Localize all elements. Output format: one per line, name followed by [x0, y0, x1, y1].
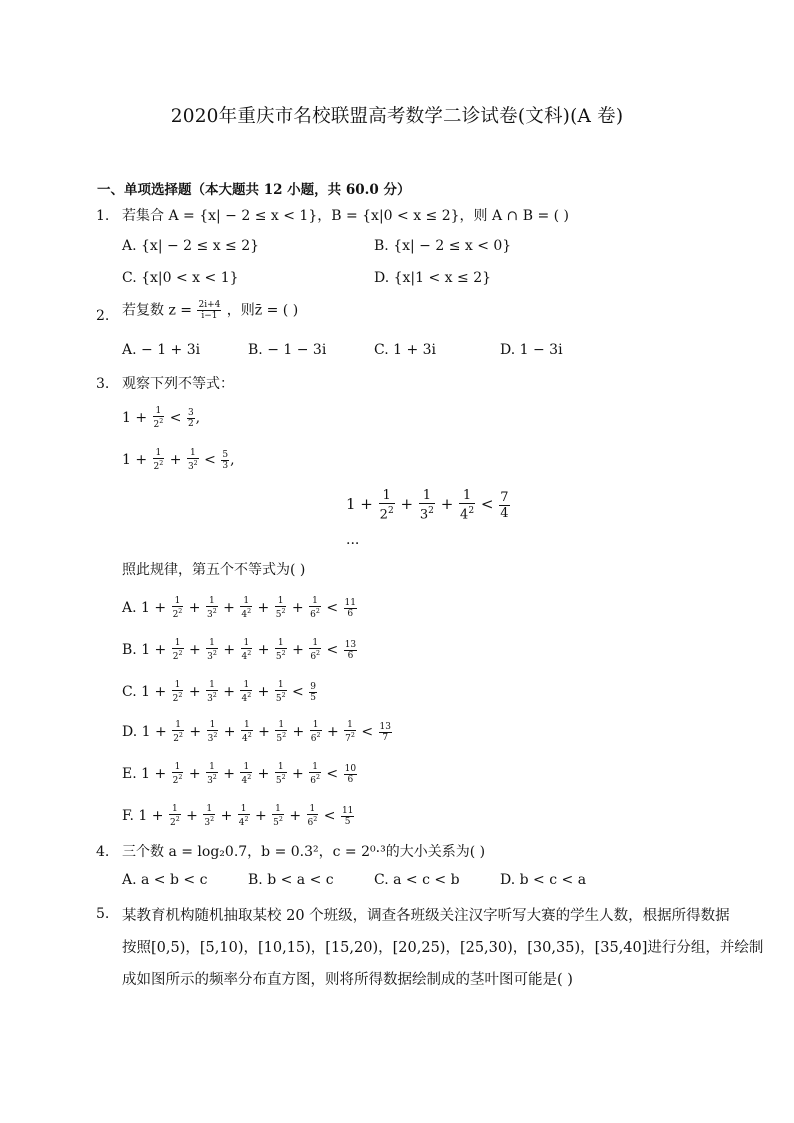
q2-fraction — [197, 300, 221, 321]
q3-option-f[interactable]: F. 1 + $\frac{1}{2^2}$ + $\frac{1}{3^2}$ + $\frac{1}{4^2}$ + $\frac{1}{5^2}$ + $\frac{1}{6^2}$ < $\frac{11}{5}$ — [122, 804, 354, 828]
q2-option-d[interactable]: D. 1 − 3i — [500, 342, 563, 358]
q5-number: 5. — [96, 906, 110, 922]
q2-frac-den: i−1 — [201, 311, 218, 321]
q2-stem — [122, 300, 298, 321]
q3-option-b[interactable]: B. 1 + $\frac{1}{2^2}$ + $\frac{1}{3^2}$ + $\frac{1}{4^2}$ + $\frac{1}{5^2}$ + $\frac{1}{6^2}$ < $\frac{13}{6}$ — [122, 638, 357, 662]
q2-option-b[interactable]: B. − 1 − 3i — [248, 342, 327, 358]
q3-option-d[interactable]: D. 1 + $\frac{1}{2^2}$ + $\frac{1}{3^2}$ + $\frac{1}{4^2}$ + $\frac{1}{5^2}$ + $\frac{1}{6^2}$ + $\frac{1}{7^2}$ < $\frac{13}{7}$ — [122, 720, 391, 744]
q3-ellipsis: ... — [346, 532, 360, 548]
q3-number: 3. — [96, 376, 110, 392]
q3-inequality-2: 1 + $\frac{1}{2^2}$ + $\frac{1}{3^2}$ < $\frac{5}{3}$ , — [122, 448, 235, 472]
q2-option-c[interactable]: C. 1 + 3i — [374, 342, 437, 358]
q3-ask: 照此规律，第五个不等式为( ) — [122, 562, 306, 578]
page-title: 2020年重庆市名校联盟高考数学二诊试卷(文科)(A 卷) — [170, 106, 624, 127]
q3-inequality-1: 1 + $\frac{1}{2^2}$ < $\frac{3}{2}$ , — [122, 406, 201, 430]
q3-option-c[interactable]: C. 1 + $\frac{1}{2^2}$ + $\frac{1}{3^2}$ + $\frac{1}{4^2}$ + $\frac{1}{5^2}$ < $\frac{9}{5}$ — [122, 680, 316, 704]
q2-stem-post: ，则z̄ = ( ) — [226, 302, 299, 319]
q1-stem: 若集合 A = {x| − 2 ≤ x < 1}，B = {x|0 < x ≤ 2}，则 A ∩ B = ( ) — [122, 208, 570, 224]
q3-inequality-3: 1 + $\frac{1}{2^2}$ + $\frac{1}{3^2}$ + $\frac{1}{4^2}$ < $\frac{7}{4}$ — [346, 488, 509, 523]
q2-number: 2. — [96, 308, 110, 324]
section-heading: 一、单项选择题（本大题共 12 小题，共 60.0 分） — [97, 182, 411, 198]
q4-option-a[interactable]: A. a < b < c — [122, 872, 208, 888]
q1-option-d[interactable]: D. {x|1 < x ≤ 2} — [374, 270, 492, 286]
q5-line-2: 按照[0,5)，[5,10)，[10,15)，[15,20)，[20,25)，[25,30)，[30,35)，[35,40]进行分组，并绘制 — [122, 940, 764, 956]
q3-stem: 观察下列不等式： — [122, 376, 234, 392]
q3-option-e[interactable]: E. 1 + $\frac{1}{2^2}$ + $\frac{1}{3^2}$ + $\frac{1}{4^2}$ + $\frac{1}{5^2}$ + $\frac{1}{6^2}$ < $\frac{10}{6}$ — [122, 762, 357, 786]
q3-option-a[interactable]: A. 1 + $\frac{1}{2^2}$ + $\frac{1}{3^2}$ + $\frac{1}{4^2}$ + $\frac{1}{5^2}$ + $\frac{1}{6^2}$ < $\frac{11}{6}$ — [122, 596, 356, 620]
q1-option-b[interactable]: B. {x| − 2 ≤ x < 0} — [374, 238, 512, 254]
q2-frac-num: 2i+4 — [198, 300, 221, 310]
q2-stem-pre: 若复数 z = — [122, 302, 193, 319]
q2-option-a[interactable]: A. − 1 + 3i — [122, 342, 201, 358]
q5-line-3: 成如图所示的频率分布直方图，则将所得数据绘制成的茎叶图可能是( ) — [122, 972, 573, 988]
q1-number: 1. — [96, 208, 110, 224]
q5-line-1: 某教育机构随机抽取某校 20 个班级，调查各班级关注汉字听写大赛的学生人数，根据所得数据 — [122, 908, 730, 924]
q4-option-d[interactable]: D. b < c < a — [500, 872, 587, 888]
q1-option-c[interactable]: C. {x|0 < x < 1} — [122, 270, 239, 286]
q4-stem: 三个数 a = log₂0.7，b = 0.3²，c = 2⁰·³的大小关系为( ) — [122, 844, 486, 860]
q4-option-c[interactable]: C. a < c < b — [374, 872, 460, 888]
q1-option-a[interactable]: A. {x| − 2 ≤ x ≤ 2} — [122, 238, 260, 254]
q4-option-b[interactable]: B. b < a < c — [248, 872, 334, 888]
q4-number: 4. — [96, 844, 110, 860]
